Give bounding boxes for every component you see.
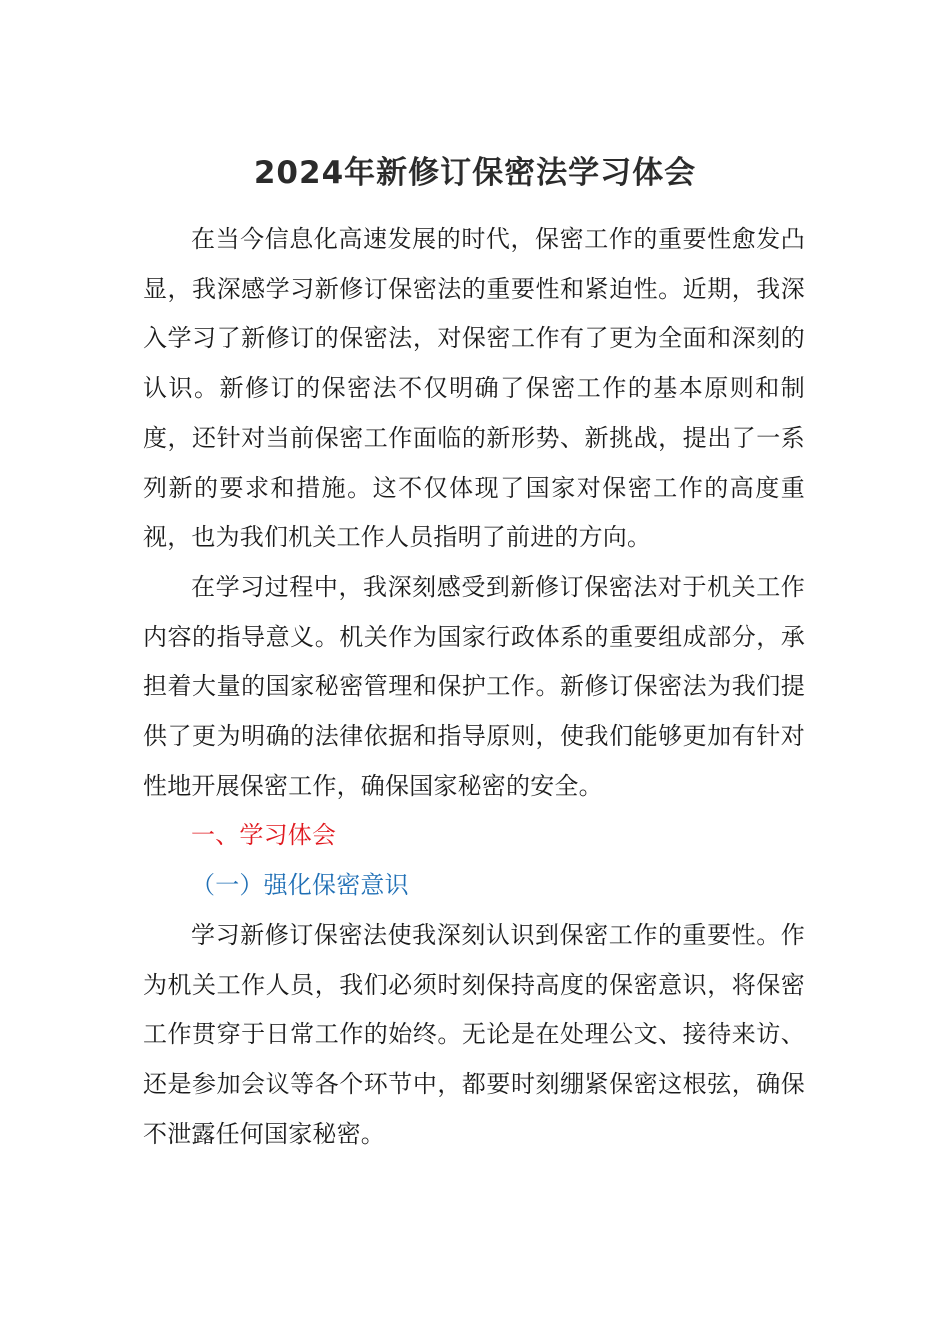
section-heading: 一、学习体会 [191, 821, 337, 850]
paragraph-intro: 在当今信息化高速发展的时代，保密工作的重要性愈发凸显，我深感学习新修订保密法的重要性和紧迫性。近期，我深入学习了新修订的保密法，对保密工作有了更为全面和深刻的认识。新修订的保密法不仅明确了保密工作的基本原则和制度，还针对当前保密工作面临的新形势、新挑战，提出了一系列新的要求和措施。这不仅体现了国家对保密工作的高度重视，也为我们机关工作人员指明了前进的方向。 [143, 225, 805, 552]
subsection-heading: （一）强化保密意识 [191, 871, 409, 900]
document-body [143, 215, 805, 1159]
paragraph-significance: 在学习过程中，我深刻感受到新修订保密法对于机关工作内容的指导意义。机关作为国家行政体系的重要组成部分，承担着大量的国家秘密管理和保护工作。新修订保密法为我们提供了更为明确的法律依据和指导原则，使我们能够更加有针对性地开展保密工作，确保国家秘密的安全。 [143, 572, 805, 800]
paragraph-awareness: 学习新修订保密法使我深刻认识到保密工作的重要性。作为机关工作人员，我们必须时刻保持高度的保密意识，将保密工作贯穿于日常工作的始终。无论是在处理公文、接待来访、还是参加会议等各个环节中，都要时刻绷紧保密这根弦，确保不泄露任何国家秘密。 [143, 920, 805, 1148]
document-title: 2024年新修订保密法学习体会 [253, 155, 697, 191]
